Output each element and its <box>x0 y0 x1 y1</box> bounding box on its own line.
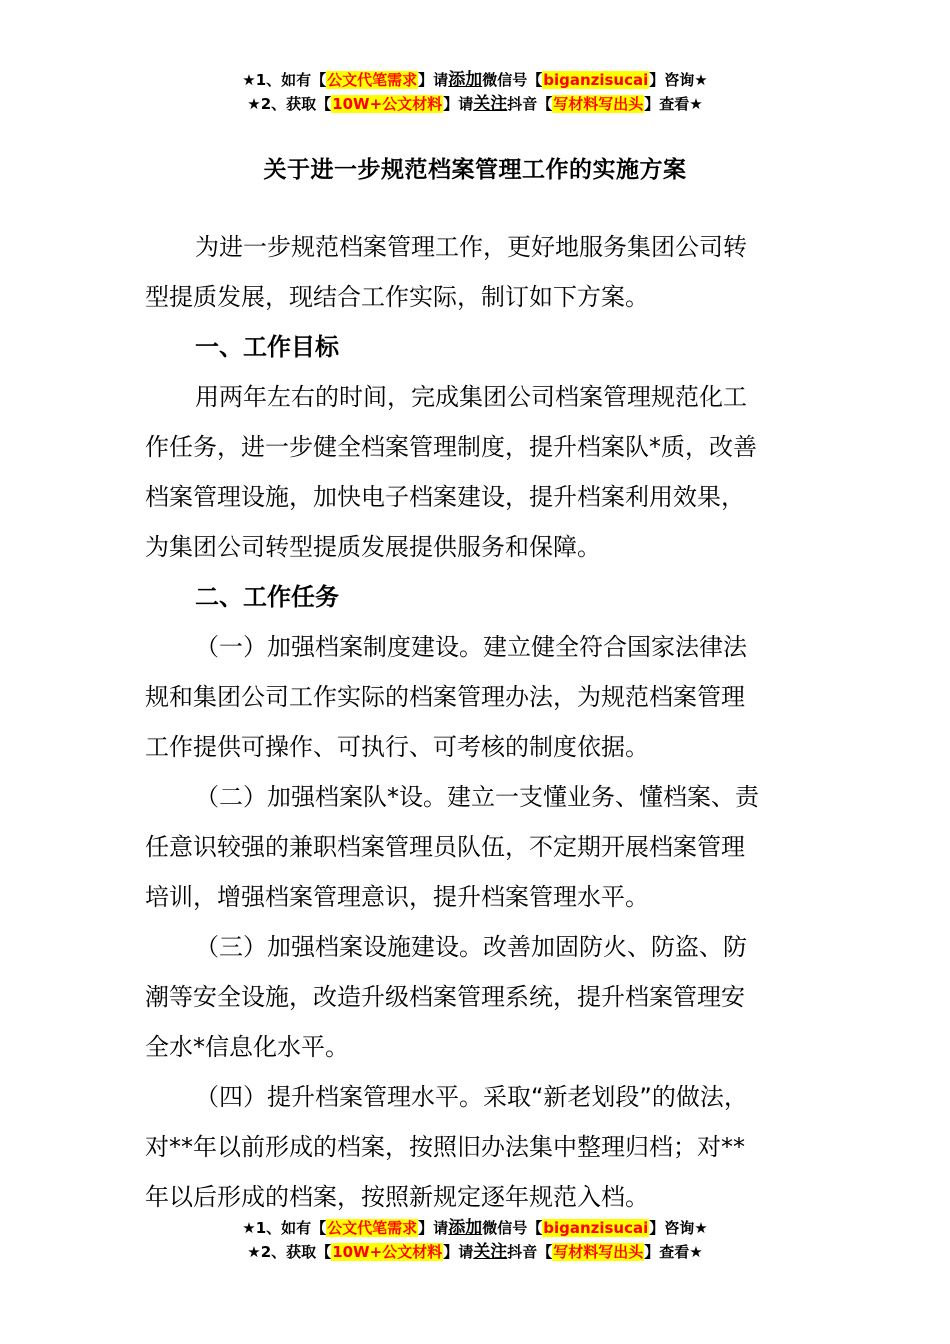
paragraph-line: 培训，增强档案管理意识，提升档案管理水平。 <box>145 883 649 911</box>
promo-text: 】查看★ <box>644 1243 703 1261</box>
section-heading: 二、工作任务 <box>195 583 339 611</box>
promo-line-2 <box>0 92 950 116</box>
promo-text: 】请 <box>443 95 474 113</box>
paragraph-line: （二）加强档案队*设。建立一支懂业务、懂档案、责 <box>195 783 759 811</box>
section-heading: 一、工作目标 <box>195 333 339 361</box>
promo-highlight-service: 公文代笔需求 <box>327 71 418 89</box>
header-promo-banner <box>0 68 950 116</box>
paragraph-line: 年以后形成的档案，按照新规定逐年规范入档。 <box>145 1183 649 1211</box>
paragraph-line: 对**年以前形成的档案，按照旧办法集中整理归档；对** <box>145 1133 745 1161</box>
promo-text: 微信号【 <box>482 71 543 89</box>
promo-text: 微信号【 <box>482 1219 543 1237</box>
promo-line-1 <box>0 1216 950 1240</box>
paragraph-line: 用两年左右的时间，完成集团公司档案管理规范化工 <box>195 383 747 411</box>
promo-text: 抖音【 <box>507 1243 553 1261</box>
paragraph-line: 全水*信息化水平。 <box>145 1033 349 1061</box>
promo-highlight-wechat-id: biganzisucai <box>543 1219 649 1237</box>
promo-text: 抖音【 <box>507 95 553 113</box>
paragraph-line: 档案管理设施，加快电子档案建设，提升档案利用效果， <box>145 483 745 511</box>
paragraph-line: （三）加强档案设施建设。改善加固防火、防盗、防 <box>195 933 747 961</box>
promo-text: 】咨询★ <box>649 71 708 89</box>
promo-text: 】咨询★ <box>649 1219 708 1237</box>
paragraph-line: 规和集团公司工作实际的档案管理办法，为规范档案管理 <box>145 683 745 711</box>
paragraph-line: 为集团公司转型提质发展提供服务和保障。 <box>145 533 601 561</box>
promo-text: ★1、如有【 <box>242 71 327 89</box>
paragraph-line: 作任务，进一步健全档案管理制度，提升档案队*质，改善 <box>145 433 757 461</box>
promo-highlight-materials: 10W+公文材料 <box>332 1243 443 1261</box>
promo-underlined-add: 添加 <box>448 70 483 90</box>
promo-underlined-add: 添加 <box>448 1218 483 1238</box>
promo-text: 】查看★ <box>644 95 703 113</box>
promo-underlined-follow: 关注 <box>473 1242 508 1262</box>
paragraph-line: 为进一步规范档案管理工作，更好地服务集团公司转 <box>195 233 747 261</box>
promo-text: ★2、获取【 <box>247 1243 332 1261</box>
promo-text: ★2、获取【 <box>247 95 332 113</box>
promo-line-1 <box>0 68 950 92</box>
promo-highlight-service: 公文代笔需求 <box>327 1219 418 1237</box>
promo-text: 】请 <box>418 1219 449 1237</box>
promo-line-2 <box>0 1240 950 1264</box>
promo-highlight-materials: 10W+公文材料 <box>332 95 443 113</box>
paragraph-line: 型提质发展，现结合工作实际，制订如下方案。 <box>145 283 649 311</box>
promo-text: 】请 <box>418 71 449 89</box>
paragraph-line: 任意识较强的兼职档案管理员队伍，不定期开展档案管理 <box>145 833 745 861</box>
promo-highlight-wechat-id: biganzisucai <box>543 71 649 89</box>
paragraph-line: 潮等安全设施，改造升级档案管理系统，提升档案管理安 <box>145 983 745 1011</box>
promo-text: ★1、如有【 <box>242 1219 327 1237</box>
paragraph-line: 工作提供可操作、可执行、可考核的制度依据。 <box>145 733 649 761</box>
promo-text: 】请 <box>443 1243 474 1261</box>
document-body <box>145 222 825 1222</box>
paragraph-line: （一）加强档案制度建设。建立健全符合国家法律法 <box>195 633 747 661</box>
promo-underlined-follow: 关注 <box>473 94 508 114</box>
paragraph-line: （四）提升档案管理水平。采取“新老划段”的做法， <box>195 1083 748 1111</box>
promo-highlight-douyin: 写材料写出头 <box>553 1243 644 1261</box>
footer-promo-banner <box>0 1216 950 1264</box>
promo-highlight-douyin: 写材料写出头 <box>553 95 644 113</box>
document-title: 关于进一步规范档案管理工作的实施方案 <box>263 157 687 183</box>
